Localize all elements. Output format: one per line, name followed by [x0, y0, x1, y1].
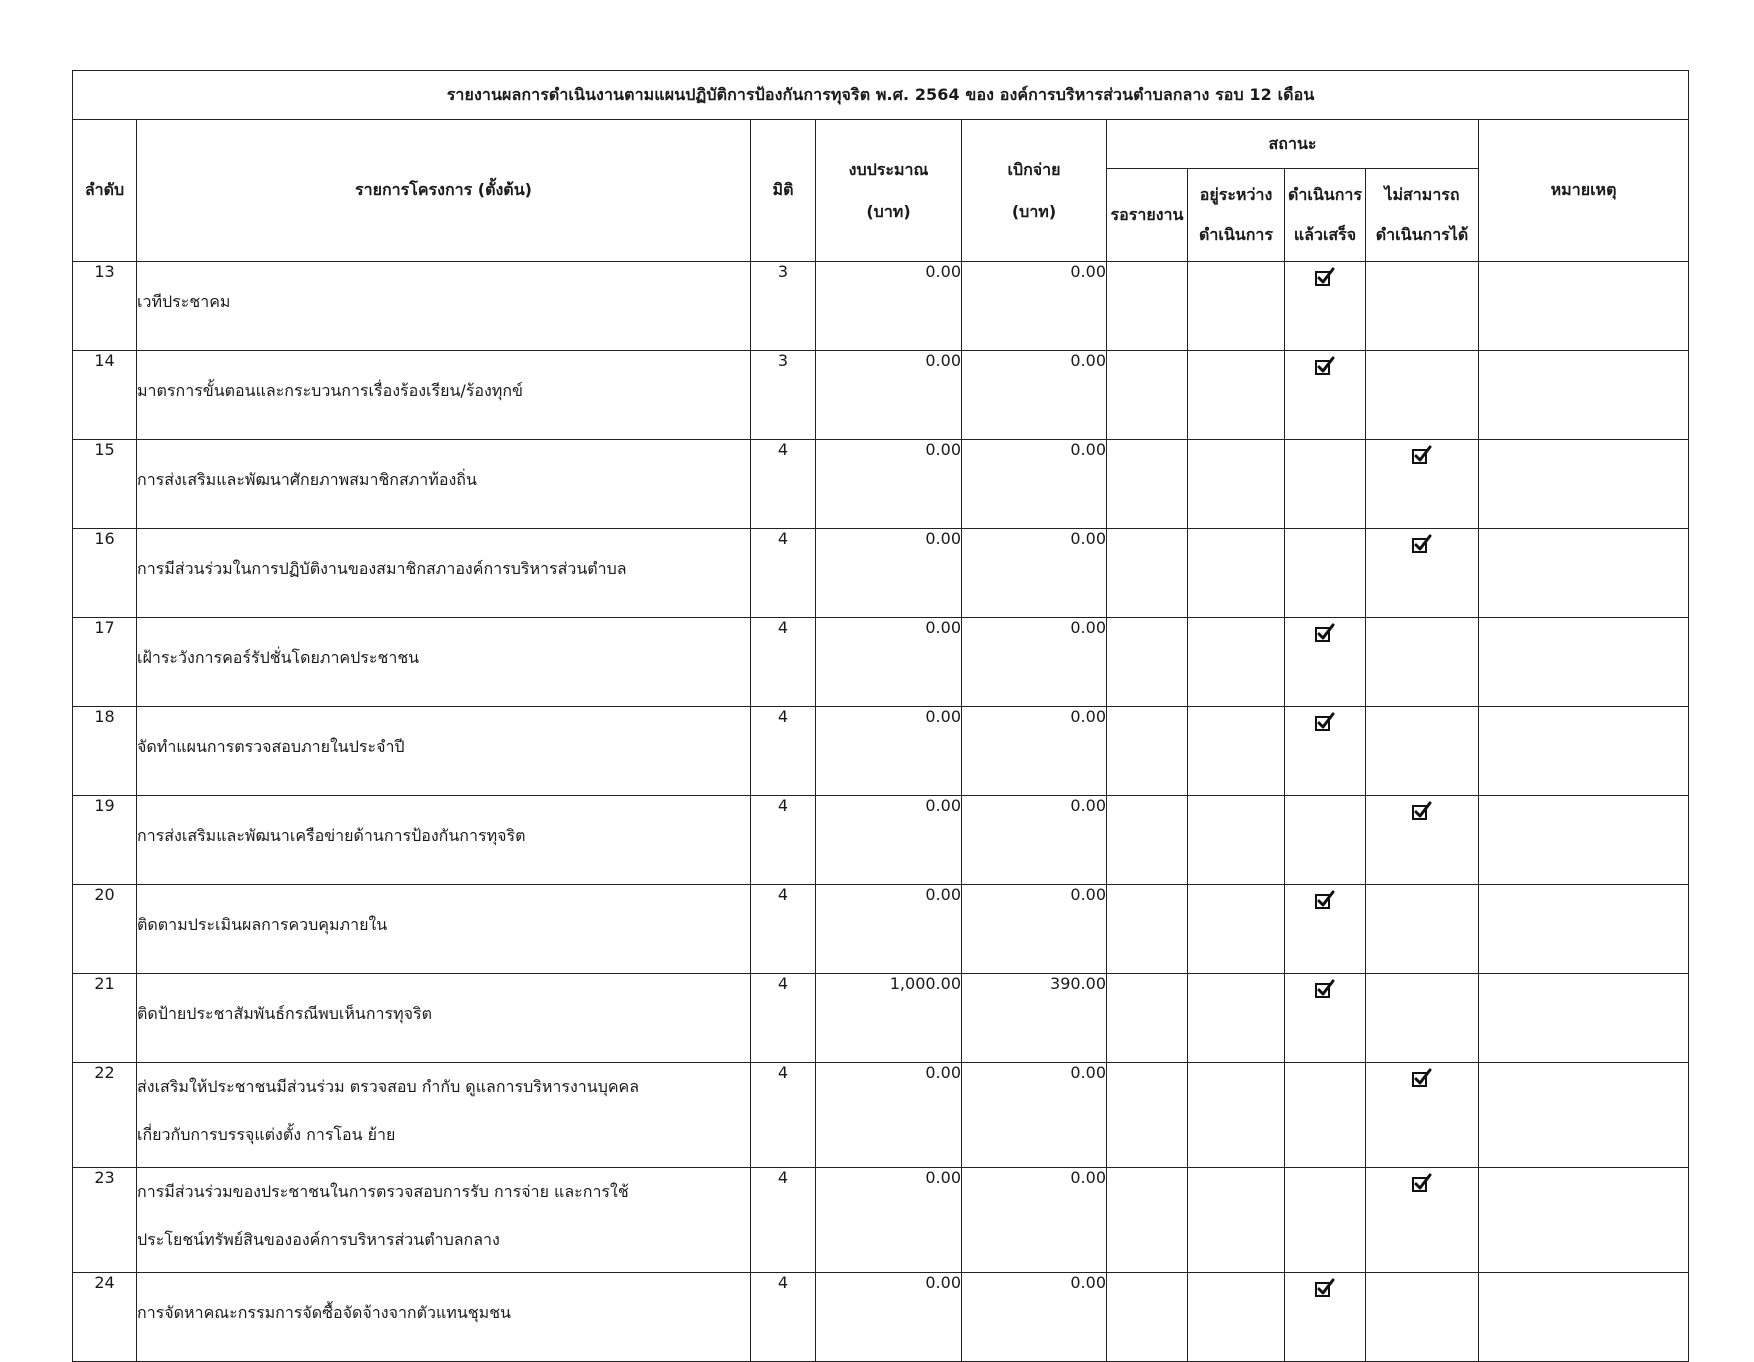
row-status-completed — [1285, 1063, 1366, 1168]
row-remark — [1479, 1273, 1689, 1362]
row-disbursed: 0.00 — [962, 440, 1107, 529]
row-dimension: 4 — [751, 707, 816, 796]
row-remark — [1479, 885, 1689, 974]
checkbox-checked-icon — [1314, 1277, 1336, 1299]
row-dimension: 3 — [751, 262, 816, 351]
checkbox-checked-icon — [1411, 800, 1433, 822]
row-order: 18 — [73, 707, 137, 796]
row-status-completed — [1285, 440, 1366, 529]
row-disbursed: 0.00 — [962, 262, 1107, 351]
row-status-completed — [1285, 262, 1366, 351]
row-project-name — [137, 262, 751, 351]
row-budget: 0.00 — [816, 1063, 962, 1168]
header-status-completed — [1285, 169, 1366, 262]
row-dimension: 4 — [751, 529, 816, 618]
row-status-unable — [1366, 262, 1479, 351]
row-status-in-progress — [1188, 262, 1285, 351]
row-order: 22 — [73, 1063, 137, 1168]
row-status-in-progress — [1188, 440, 1285, 529]
row-status-pending — [1107, 885, 1188, 974]
row-status-in-progress — [1188, 1168, 1285, 1273]
row-status-in-progress — [1188, 351, 1285, 440]
header-in-progress-line1: อยู่ระหว่าง — [1199, 185, 1273, 204]
header-remark: หมายเหตุ — [1479, 120, 1689, 262]
row-remark — [1479, 529, 1689, 618]
row-project-name — [137, 1063, 751, 1168]
report-table — [72, 70, 1689, 1362]
row-remark — [1479, 707, 1689, 796]
row-status-in-progress — [1188, 1063, 1285, 1168]
checkbox-checked-icon — [1411, 533, 1433, 555]
row-remark — [1479, 262, 1689, 351]
row-dimension: 4 — [751, 1063, 816, 1168]
row-disbursed: 0.00 — [962, 529, 1107, 618]
row-disbursed: 0.00 — [962, 885, 1107, 974]
row-disbursed: 0.00 — [962, 1273, 1107, 1362]
row-project-name-line: การมีส่วนร่วมของประชาชนในการตรวจสอบการรับ การจ่าย และการใช้ — [137, 1182, 629, 1201]
row-project-name — [137, 885, 751, 974]
row-budget: 0.00 — [816, 529, 962, 618]
row-budget: 0.00 — [816, 885, 962, 974]
row-order: 23 — [73, 1168, 137, 1273]
row-status-pending — [1107, 1063, 1188, 1168]
row-project-name-line: การจัดหาคณะกรรมการจัดซื้อจัดจ้างจากตัวแทนชุมชน — [137, 1303, 511, 1322]
row-dimension: 4 — [751, 618, 816, 707]
row-budget: 0.00 — [816, 440, 962, 529]
row-status-unable — [1366, 351, 1479, 440]
row-status-completed — [1285, 885, 1366, 974]
row-order: 17 — [73, 618, 137, 707]
row-status-pending — [1107, 618, 1188, 707]
row-remark — [1479, 1063, 1689, 1168]
row-status-in-progress — [1188, 796, 1285, 885]
report-title: รายงานผลการดำเนินงานตามแผนปฏิบัติการป้องกันการทุจริต พ.ศ. 2564 ของ องค์การบริหารส่วนตำบลกลาง รอบ 12 เดือน — [73, 71, 1689, 120]
row-disbursed: 0.00 — [962, 1168, 1107, 1273]
row-disbursed: 390.00 — [962, 974, 1107, 1063]
row-status-pending — [1107, 707, 1188, 796]
checkbox-checked-icon — [1314, 622, 1336, 644]
row-status-unable — [1366, 618, 1479, 707]
row-status-completed — [1285, 796, 1366, 885]
header-disbursed-line2: (บาท) — [1011, 201, 1057, 221]
checkbox-checked-icon — [1314, 889, 1336, 911]
checkbox-checked-icon — [1314, 978, 1336, 1000]
checkbox-checked-icon — [1314, 711, 1336, 733]
header-budget-line2: (บาท) — [866, 201, 911, 221]
header-completed-line2: แล้วเสร็จ — [1293, 225, 1357, 244]
checkbox-checked-icon — [1314, 355, 1336, 377]
row-order: 13 — [73, 262, 137, 351]
row-status-pending — [1107, 262, 1188, 351]
row-dimension: 3 — [751, 351, 816, 440]
row-status-unable — [1366, 529, 1479, 618]
header-in-progress-line2: ดำเนินการ — [1199, 225, 1273, 244]
row-status-in-progress — [1188, 885, 1285, 974]
table-row — [73, 796, 1689, 885]
row-order: 15 — [73, 440, 137, 529]
row-status-pending — [1107, 974, 1188, 1063]
header-completed-line1: ดำเนินการ — [1288, 185, 1362, 204]
row-order: 21 — [73, 974, 137, 1063]
table-row — [73, 529, 1689, 618]
row-project-name-line: ติดตามประเมินผลการควบคุมภายใน — [137, 915, 388, 934]
row-remark — [1479, 796, 1689, 885]
row-dimension: 4 — [751, 885, 816, 974]
checkbox-checked-icon — [1314, 266, 1336, 288]
row-project-name-line: การส่งเสริมและพัฒนาศักยภาพสมาชิกสภาท้องถิ่น — [137, 470, 477, 489]
row-budget: 0.00 — [816, 796, 962, 885]
row-order: 20 — [73, 885, 137, 974]
checkbox-checked-icon — [1411, 1172, 1433, 1194]
row-status-unable — [1366, 440, 1479, 529]
row-budget: 0.00 — [816, 618, 962, 707]
header-budget — [816, 120, 962, 262]
row-budget: 0.00 — [816, 1273, 962, 1362]
row-disbursed: 0.00 — [962, 1063, 1107, 1168]
checkbox-checked-icon — [1411, 444, 1433, 466]
row-status-unable — [1366, 1273, 1479, 1362]
header-disbursed — [962, 120, 1107, 262]
row-budget: 0.00 — [816, 1168, 962, 1273]
row-status-unable — [1366, 974, 1479, 1063]
header-dimension: มิติ — [751, 120, 816, 262]
row-dimension: 4 — [751, 1168, 816, 1273]
checkbox-checked-icon — [1411, 1067, 1433, 1089]
row-status-pending — [1107, 440, 1188, 529]
row-project-name — [137, 618, 751, 707]
header-status: สถานะ — [1107, 120, 1479, 169]
row-remark — [1479, 351, 1689, 440]
row-order: 19 — [73, 796, 137, 885]
row-remark — [1479, 974, 1689, 1063]
row-status-in-progress — [1188, 1273, 1285, 1362]
row-status-pending — [1107, 351, 1188, 440]
row-disbursed: 0.00 — [962, 618, 1107, 707]
row-status-in-progress — [1188, 707, 1285, 796]
row-project-name — [137, 1168, 751, 1273]
row-order: 16 — [73, 529, 137, 618]
row-project-name-line: เฝ้าระวังการคอร์รัปชั่นโดยภาคประชาชน — [137, 648, 420, 667]
header-budget-line1: งบประมาณ — [848, 159, 929, 179]
row-project-name — [137, 796, 751, 885]
row-status-unable — [1366, 707, 1479, 796]
row-disbursed: 0.00 — [962, 707, 1107, 796]
row-budget: 0.00 — [816, 262, 962, 351]
row-project-name — [137, 351, 751, 440]
row-status-pending — [1107, 796, 1188, 885]
table-row — [73, 1063, 1689, 1168]
row-disbursed: 0.00 — [962, 796, 1107, 885]
row-status-completed — [1285, 1273, 1366, 1362]
row-remark — [1479, 618, 1689, 707]
table-row — [73, 885, 1689, 974]
row-dimension: 4 — [751, 796, 816, 885]
row-project-name — [137, 707, 751, 796]
row-project-name-line: มาตรการขั้นตอนและกระบวนการเรื่องร้องเรียน/ร้องทุกข์ — [137, 381, 523, 400]
header-status-unable — [1366, 169, 1479, 262]
table-row — [73, 351, 1689, 440]
table-row — [73, 618, 1689, 707]
row-status-in-progress — [1188, 529, 1285, 618]
row-status-completed — [1285, 351, 1366, 440]
table-row — [73, 1273, 1689, 1362]
header-status-pending: รอรายงาน — [1107, 169, 1188, 262]
row-budget: 1,000.00 — [816, 974, 962, 1063]
row-project-name-line: เวทีประชาคม — [137, 292, 231, 311]
row-dimension: 4 — [751, 974, 816, 1063]
row-status-pending — [1107, 529, 1188, 618]
row-status-completed — [1285, 1168, 1366, 1273]
row-status-pending — [1107, 1273, 1188, 1362]
table-row — [73, 262, 1689, 351]
row-project-name — [137, 529, 751, 618]
row-status-unable — [1366, 885, 1479, 974]
table-row — [73, 707, 1689, 796]
row-status-completed — [1285, 529, 1366, 618]
header-order: ลำดับ — [73, 120, 137, 262]
row-disbursed: 0.00 — [962, 351, 1107, 440]
row-remark — [1479, 440, 1689, 529]
table-row — [73, 440, 1689, 529]
header-project: รายการโครงการ (ตั้งต้น) — [137, 120, 751, 262]
row-project-name-line: ส่งเสริมให้ประชาชนมีส่วนร่วม ตรวจสอบ กำกับ ดูแลการบริหารงานบุคคล — [137, 1077, 640, 1096]
row-remark — [1479, 1168, 1689, 1273]
row-budget: 0.00 — [816, 707, 962, 796]
row-order: 14 — [73, 351, 137, 440]
table-body — [73, 262, 1689, 1362]
row-status-completed — [1285, 707, 1366, 796]
row-project-name-line: การมีส่วนร่วมในการปฏิบัติงานของสมาชิกสภาองค์การบริหารส่วนตำบล — [137, 559, 627, 578]
table-row — [73, 1168, 1689, 1273]
row-order: 24 — [73, 1273, 137, 1362]
row-project-name — [137, 974, 751, 1063]
row-project-name-line: ติดป้ายประชาสัมพันธ์กรณีพบเห็นการทุจริต — [137, 1004, 432, 1023]
row-status-unable — [1366, 1168, 1479, 1273]
row-project-name — [137, 1273, 751, 1362]
row-project-name-line: ประโยชน์ทรัพย์สินขององค์การบริหารส่วนตำบลกลาง — [137, 1230, 500, 1249]
row-project-name-line: จัดทำแผนการตรวจสอบภายในประจำปี — [137, 737, 405, 756]
table-row — [73, 974, 1689, 1063]
row-project-name-line: เกี่ยวกับการบรรจุแต่งตั้ง การโอน ย้าย — [137, 1125, 396, 1144]
row-status-in-progress — [1188, 974, 1285, 1063]
header-status-in-progress — [1188, 169, 1285, 262]
row-budget: 0.00 — [816, 351, 962, 440]
row-status-unable — [1366, 796, 1479, 885]
row-project-name-line: การส่งเสริมและพัฒนาเครือข่ายด้านการป้องกันการทุจริต — [137, 826, 526, 845]
header-disbursed-line1: เบิกจ่าย — [1007, 159, 1061, 179]
row-status-completed — [1285, 618, 1366, 707]
header-unable-line1: ไม่สามารถ — [1384, 185, 1460, 204]
row-dimension: 4 — [751, 440, 816, 529]
header-unable-line2: ดำเนินการได้ — [1375, 225, 1469, 244]
row-status-completed — [1285, 974, 1366, 1063]
row-status-unable — [1366, 1063, 1479, 1168]
row-status-pending — [1107, 1168, 1188, 1273]
row-status-in-progress — [1188, 618, 1285, 707]
row-dimension: 4 — [751, 1273, 816, 1362]
row-project-name — [137, 440, 751, 529]
